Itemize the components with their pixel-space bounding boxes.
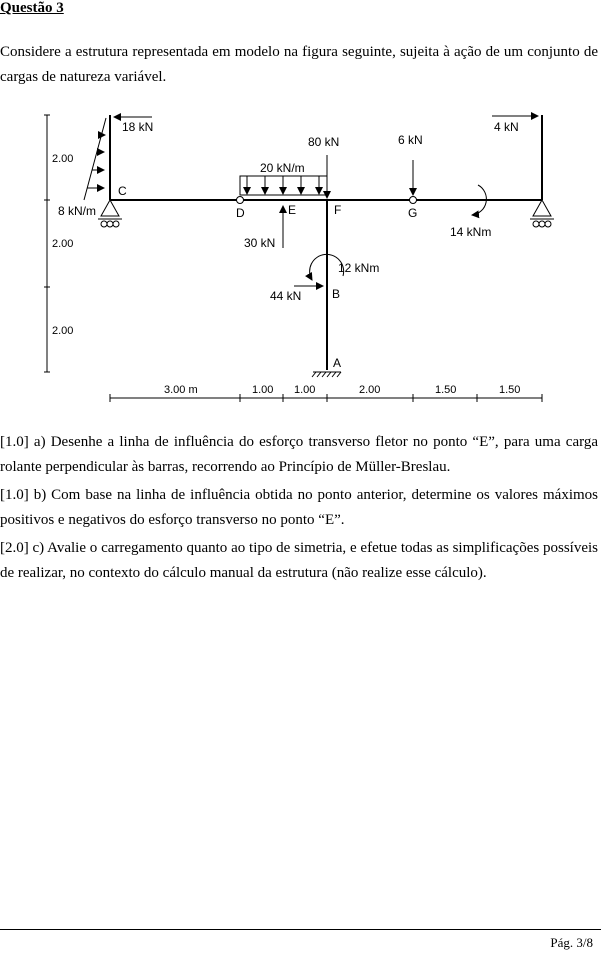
bottom-dim-3: 1.00	[294, 384, 316, 396]
label-a: A	[333, 356, 342, 370]
load-12knm: 12 kNm	[338, 261, 380, 275]
question-part-c: [2.0] c) Avalie o carregamento quanto ao tipo de simetria, e efetue todas as simplificações possíveis de realizar, no contexto do cálculo manual da estrutura (não realize esse cálculo).	[0, 540, 598, 581]
label-f: F	[334, 203, 342, 217]
load-30kn: 30 kN	[244, 236, 276, 250]
left-dim-2: 2.00	[52, 238, 74, 250]
structure-figure	[0, 100, 601, 410]
uniform-load	[240, 176, 327, 195]
label-b: B	[332, 287, 341, 301]
label-c: C	[118, 184, 127, 198]
fixed-support-a	[312, 372, 341, 377]
left-dim-3: 2.00	[52, 325, 74, 337]
left-dim-1: 2.00	[52, 153, 74, 165]
structure-members	[110, 115, 542, 370]
bottom-dim-4: 2.00	[359, 384, 381, 396]
question-part-a: [1.0] a) Desenhe a linha de influência do esforço transverso fletor no ponto “E”, para uma carga rolante perpendicular às barras, recorrendo ao Princípio de Müller-Breslau.	[0, 434, 598, 475]
label-d: D	[236, 206, 245, 220]
hinge-g	[410, 197, 417, 204]
left-pin-support	[98, 200, 122, 227]
footer-divider	[0, 929, 601, 930]
bottom-dim-5: 1.50	[435, 384, 457, 396]
load-14knm: 14 kNm	[450, 225, 492, 239]
right-pin-support	[530, 200, 554, 227]
intro-text: Considere a estrutura representada em modelo na figura seguinte, sujeita à ação de um conjunto de cargas de natureza variável.	[0, 44, 598, 85]
label-e: E	[288, 203, 297, 217]
hinge-d	[237, 197, 244, 204]
bottom-dim-6: 1.50	[499, 384, 521, 396]
load-dist-left: 8 kN/m	[58, 204, 97, 218]
question-title: Questão 3	[0, 0, 64, 16]
load-dist-mid: 20 kN/m	[260, 161, 305, 175]
load-44kn: 44 kN	[270, 289, 302, 303]
page-number: Pág. 3/8	[550, 935, 593, 950]
load-4kn: 4 kN	[494, 120, 519, 134]
label-g: G	[408, 206, 418, 220]
load-80kn: 80 kN	[308, 135, 340, 149]
bottom-dim-1: 3.00 m	[164, 384, 198, 396]
vertical-dimension-line	[44, 115, 50, 372]
question-part-b: [1.0] b) Com base na linha de influência obtida no ponto anterior, determine os valores máximos positivos e negativos do esforço transverso no ponto “E”.	[0, 487, 598, 528]
load-6kn: 6 kN	[398, 133, 423, 147]
triangular-load	[84, 118, 106, 200]
bottom-dim-2: 1.00	[252, 384, 274, 396]
load-18kn: 18 kN	[122, 120, 154, 134]
